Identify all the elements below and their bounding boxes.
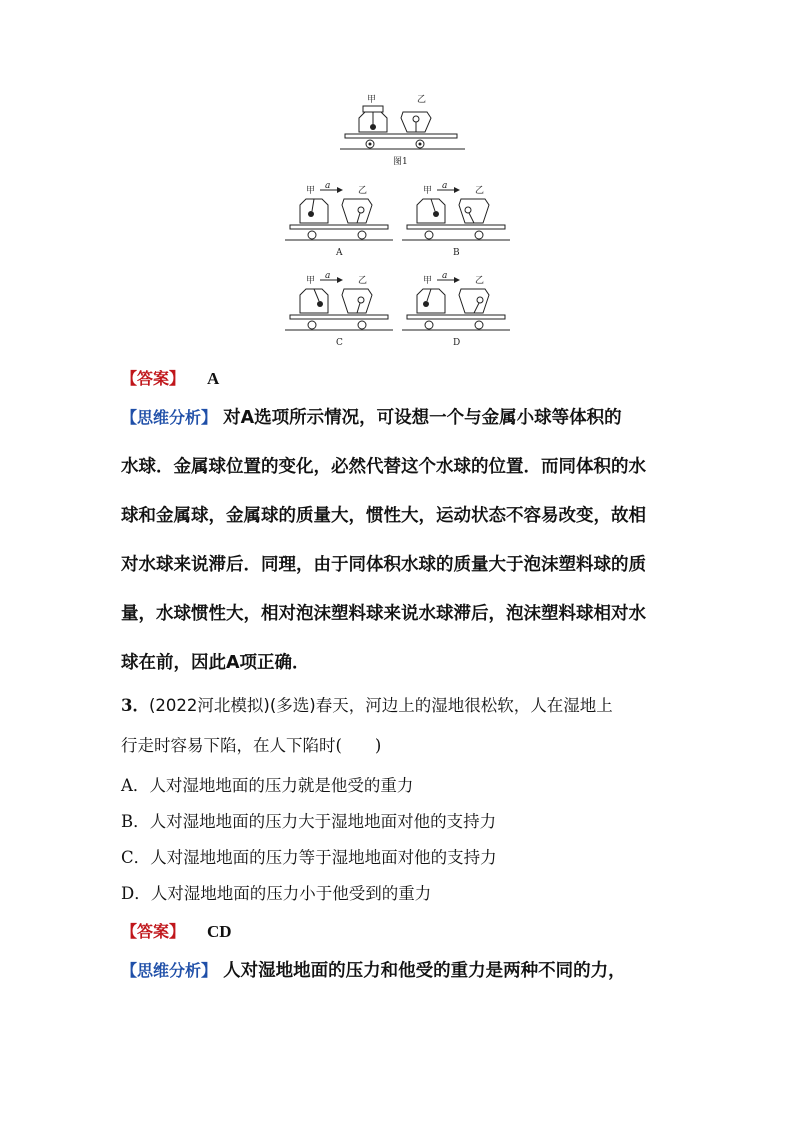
q3-option-b: B．人对湿地地面的压力大于湿地地面对他的支持力 xyxy=(121,812,497,831)
option-d-label: D xyxy=(453,338,461,348)
option-c-figure xyxy=(285,271,393,348)
svg-text:a: a xyxy=(442,181,448,191)
q3-number: 3． xyxy=(121,696,149,715)
cart-diagram xyxy=(285,88,515,358)
q2-answer-tag: 【答案】 xyxy=(121,369,186,388)
option-b-label: B xyxy=(453,248,460,258)
label-yi: 乙 xyxy=(417,95,427,105)
q2-analysis-line: 【思维分析】 对A选项所示情况，可设想一个与金属小球等体积的 xyxy=(121,408,622,428)
svg-text:甲: 甲 xyxy=(306,276,316,286)
q3-type: (多选) xyxy=(269,696,316,715)
q3-stem-line2: 行走时容易下陷，在人下陷时( ) xyxy=(121,736,382,755)
svg-text:a: a xyxy=(325,181,331,191)
q2-answer: A xyxy=(207,369,220,388)
svg-text:乙: 乙 xyxy=(358,186,368,196)
q3-answer-row xyxy=(121,919,232,942)
figure-1 xyxy=(340,94,465,167)
svg-text:甲: 甲 xyxy=(306,186,316,196)
svg-text:甲: 甲 xyxy=(423,276,433,286)
svg-text:甲: 甲 xyxy=(423,186,433,196)
svg-text:a: a xyxy=(442,271,448,281)
q2-analysis-line: 对水球来说滞后．同理，由于同体积水球的质量大于泡沫塑料球的质 xyxy=(121,555,646,575)
question-3 xyxy=(121,688,681,912)
q3-option-c: C．人对湿地地面的压力等于湿地地面对他的支持力 xyxy=(121,848,497,867)
label-jia: 甲 xyxy=(367,95,377,105)
q2-analysis-line: 量，水球惯性大，相对泡沫塑料球来说水球滞后，泡沫塑料球相对水 xyxy=(121,604,646,624)
q3-source: (2022河北模拟) xyxy=(148,696,270,715)
svg-text:乙: 乙 xyxy=(475,276,485,286)
q2-analysis-tag: 【思维分析】 xyxy=(121,408,218,427)
q2-analysis xyxy=(121,393,681,688)
q2-analysis-line: 球在前，因此A项正确． xyxy=(121,653,310,673)
q3-stem-line1: 3．(2022河北模拟)(多选)春天，河边上的湿地很松软，人在湿地上 xyxy=(121,696,613,715)
option-a-figure xyxy=(285,181,393,258)
physics-figure xyxy=(285,88,515,358)
option-a-label: A xyxy=(336,248,343,258)
q2-analysis-line: 水球．金属球位置的变化，必然代替这个水球的位置．而同体积的水 xyxy=(121,457,646,477)
q3-analysis xyxy=(121,946,681,996)
figure-title: 图1 xyxy=(393,157,408,167)
q3-answer-tag: 【答案】 xyxy=(121,922,186,941)
q3-option-d: D．人对湿地地面的压力小于他受到的重力 xyxy=(121,884,432,903)
q3-option-a: A．人对湿地地面的压力就是他受的重力 xyxy=(121,776,414,795)
svg-text:a: a xyxy=(325,271,331,281)
q2-analysis-line: 球和金属球，金属球的质量大，惯性大，运动状态不容易改变，故相 xyxy=(121,506,646,526)
svg-text:乙: 乙 xyxy=(358,276,368,286)
option-d-figure xyxy=(402,271,510,348)
option-c-label: C xyxy=(336,338,343,348)
q2-answer-row xyxy=(121,366,219,389)
q3-analysis-tag: 【思维分析】 xyxy=(121,961,218,980)
svg-text:乙: 乙 xyxy=(475,186,485,196)
option-b-figure xyxy=(402,181,510,258)
q3-answer: CD xyxy=(207,922,232,941)
q3-analysis-line: 【思维分析】 人对湿地地面的压力和他受的重力是两种不同的力， xyxy=(121,961,626,981)
